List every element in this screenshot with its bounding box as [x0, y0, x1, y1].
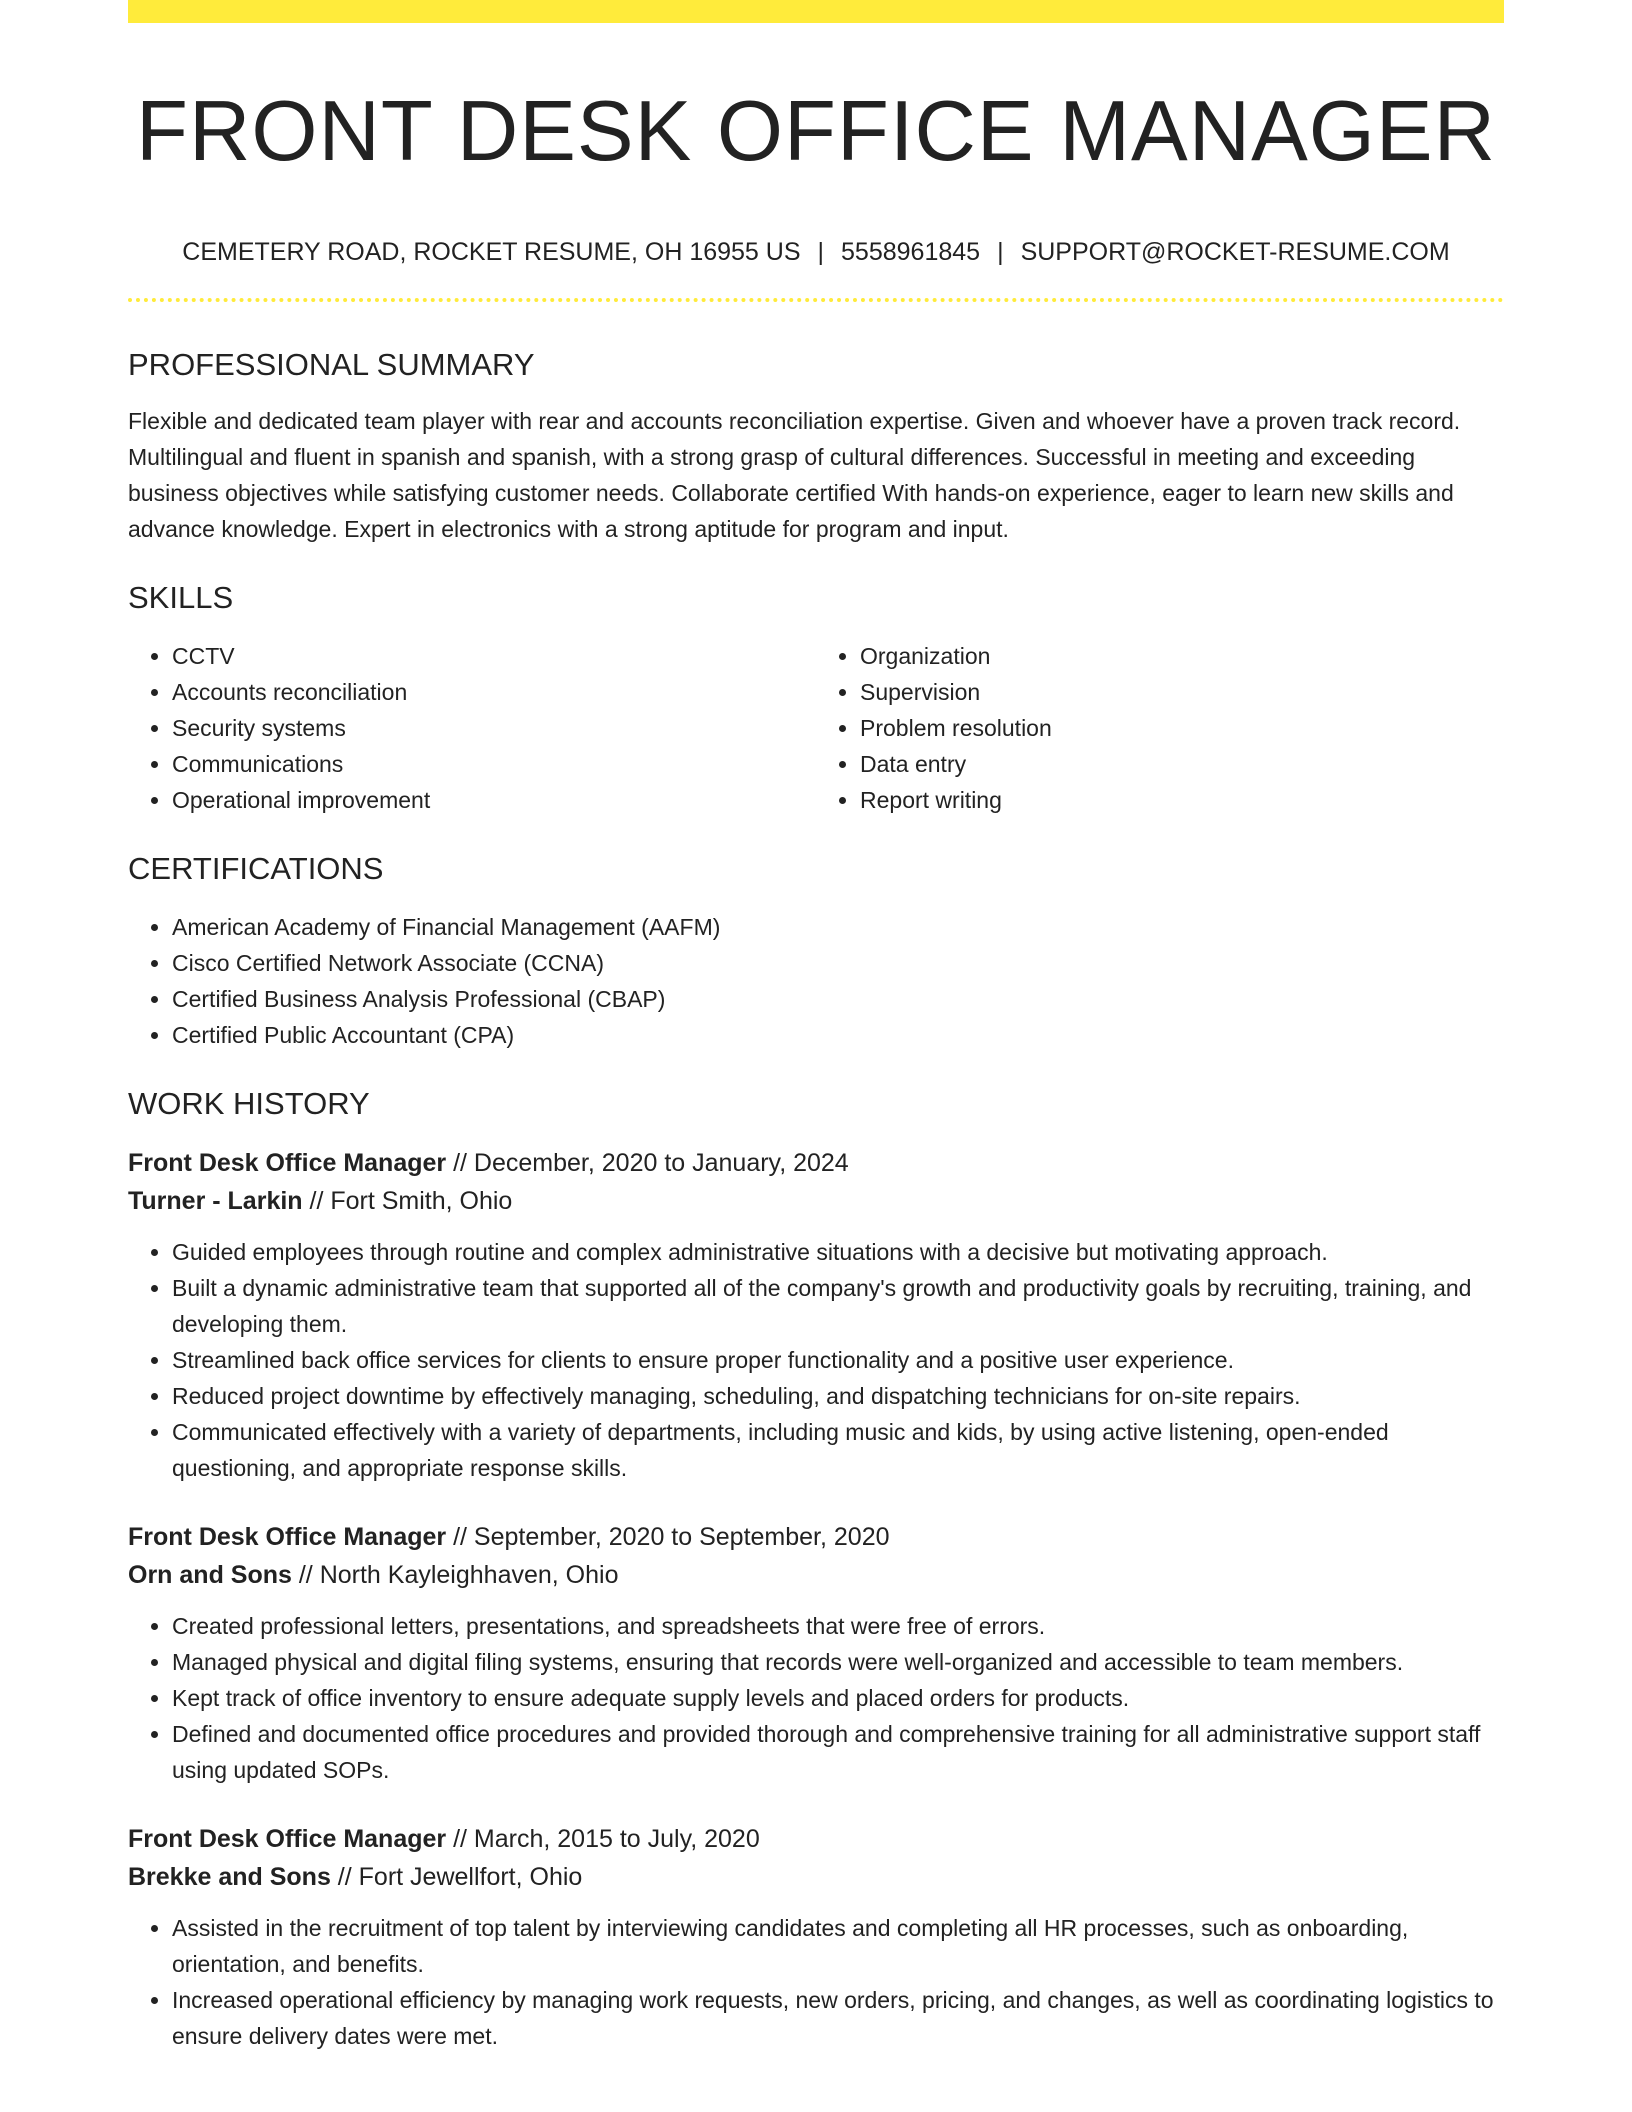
job-entry: [128, 1820, 1504, 2054]
contact-address: CEMETERY ROAD, ROCKET RESUME, OH 16955 US: [182, 237, 801, 266]
resume-page: [128, 0, 1504, 2054]
skill-item: • Report writing: [860, 782, 1504, 818]
skills-column-right: [816, 638, 1504, 818]
job-dates: // September, 2020 to September, 2020: [446, 1523, 890, 1552]
skill-item: • Communications: [172, 746, 816, 782]
job-role: Front Desk Office Manager: [128, 1149, 447, 1178]
certification-item: • American Academy of Financial Management (AAFM): [172, 909, 1504, 945]
skill-item: • Supervision: [860, 674, 1504, 710]
resume-name-heading: FRONT DESK OFFICE MANAGER: [136, 84, 1496, 179]
work-history-section-title: WORK HISTORY: [128, 1086, 370, 1122]
skill-item: • Accounts reconciliation: [172, 674, 816, 710]
skill-item: • Security systems: [172, 710, 816, 746]
job-role: Front Desk Office Manager: [128, 1825, 447, 1854]
certification-item: • Certified Business Analysis Professional (CBAP): [172, 981, 1504, 1017]
job-bullet: • Guided employees through routine and complex administrative situations with a decisive but motivating approach.: [172, 1234, 1504, 1270]
job-bullet: • Managed physical and digital filing systems, ensuring that records were well-organized and accessible to team members.: [172, 1644, 1504, 1680]
job-title-line: [128, 1518, 1504, 1556]
contact-email: SUPPORT@ROCKET-RESUME.COM: [1020, 237, 1450, 266]
job-bullet: • Defined and documented office procedures and provided thorough and comprehensive training for all administrative support staff using updated SOPs.: [172, 1716, 1504, 1788]
job-bullets: [128, 1234, 1504, 1486]
job-bullet: • Reduced project downtime by effectively managing, scheduling, and dispatching technicians for on-site repairs.: [172, 1378, 1504, 1414]
job-role: Front Desk Office Manager: [128, 1523, 447, 1552]
job-company: Turner - Larkin: [128, 1187, 303, 1216]
skills-section-title: SKILLS: [128, 579, 234, 615]
job-company: Brekke and Sons: [128, 1863, 331, 1892]
job-company-line: [128, 1182, 1504, 1220]
job-bullets: [128, 1608, 1504, 1788]
job-bullet: • Assisted in the recruitment of top talent by interviewing candidates and completing all HR processes, such as onboarding, orientation, and benefits.: [172, 1910, 1504, 1982]
job-entry: [128, 1144, 1504, 1486]
job-entry: [128, 1518, 1504, 1788]
skill-item: • Problem resolution: [860, 710, 1504, 746]
skill-item: • Organization: [860, 638, 1504, 674]
job-bullets: [128, 1910, 1504, 2054]
job-bullet: • Built a dynamic administrative team that supported all of the company's growth and productivity goals by recruiting, training, and developing them.: [172, 1270, 1504, 1342]
job-bullet: • Communicated effectively with a variety of departments, including music and kids, by using active listening, open-ended questioning, and appropriate response skills.: [172, 1414, 1504, 1486]
certification-item: • Certified Public Accountant (CPA): [172, 1017, 1504, 1053]
skill-item: • CCTV: [172, 638, 816, 674]
certifications-section-title: CERTIFICATIONS: [128, 850, 384, 886]
job-bullet: • Increased operational efficiency by managing work requests, new orders, pricing, and changes, as well as coordinating logistics to ensure delivery dates were met.: [172, 1982, 1504, 2054]
job-company-line: [128, 1556, 1504, 1594]
skills-grid: [128, 638, 1504, 818]
job-location: // Fort Smith, Ohio: [302, 1187, 513, 1216]
skill-item: • Data entry: [860, 746, 1504, 782]
contact-info: [128, 237, 1504, 267]
job-bullet: • Kept track of office inventory to ensure adequate supply levels and placed orders for products.: [172, 1680, 1504, 1716]
job-bullet: • Created professional letters, presentations, and spreadsheets that were free of errors.: [172, 1608, 1504, 1644]
job-dates: // March, 2015 to July, 2020: [446, 1825, 760, 1854]
contact-phone: 5558961845: [841, 237, 981, 266]
job-title-line: [128, 1144, 1504, 1182]
top-accent-bar: [128, 0, 1504, 23]
summary-section-title: PROFESSIONAL SUMMARY: [128, 346, 535, 382]
job-company: Orn and Sons: [128, 1561, 292, 1590]
skills-column-left: [128, 638, 816, 818]
job-bullet: • Streamlined back office services for clients to ensure proper functionality and a positive user experience.: [172, 1342, 1504, 1378]
certifications-list: [128, 909, 1504, 1053]
job-company-line: [128, 1858, 1504, 1896]
dotted-divider: [128, 298, 1504, 302]
certification-item: • Cisco Certified Network Associate (CCNA): [172, 945, 1504, 981]
contact-separator: |: [817, 237, 825, 266]
job-location: // North Kayleighhaven, Ohio: [291, 1561, 619, 1590]
job-dates: // December, 2020 to January, 2024: [446, 1149, 849, 1178]
job-title-line: [128, 1820, 1504, 1858]
skill-item: • Operational improvement: [172, 782, 816, 818]
contact-separator: |: [997, 237, 1004, 266]
summary-text: Flexible and dedicated team player with rear and accounts reconciliation expertise. Given and whoever have a proven track record. Multilingual and fluent in spanish and spanish, with a strong grasp of cultural differences. Successful in meeting and exceeding business objectives while satisfying customer needs. Collaborate certified With hands-on experience, eager to learn new skills and advance knowledge. Expert in electronics with a strong aptitude for program and input.: [128, 407, 1461, 542]
job-location: // Fort Jewellfort, Ohio: [330, 1863, 583, 1892]
